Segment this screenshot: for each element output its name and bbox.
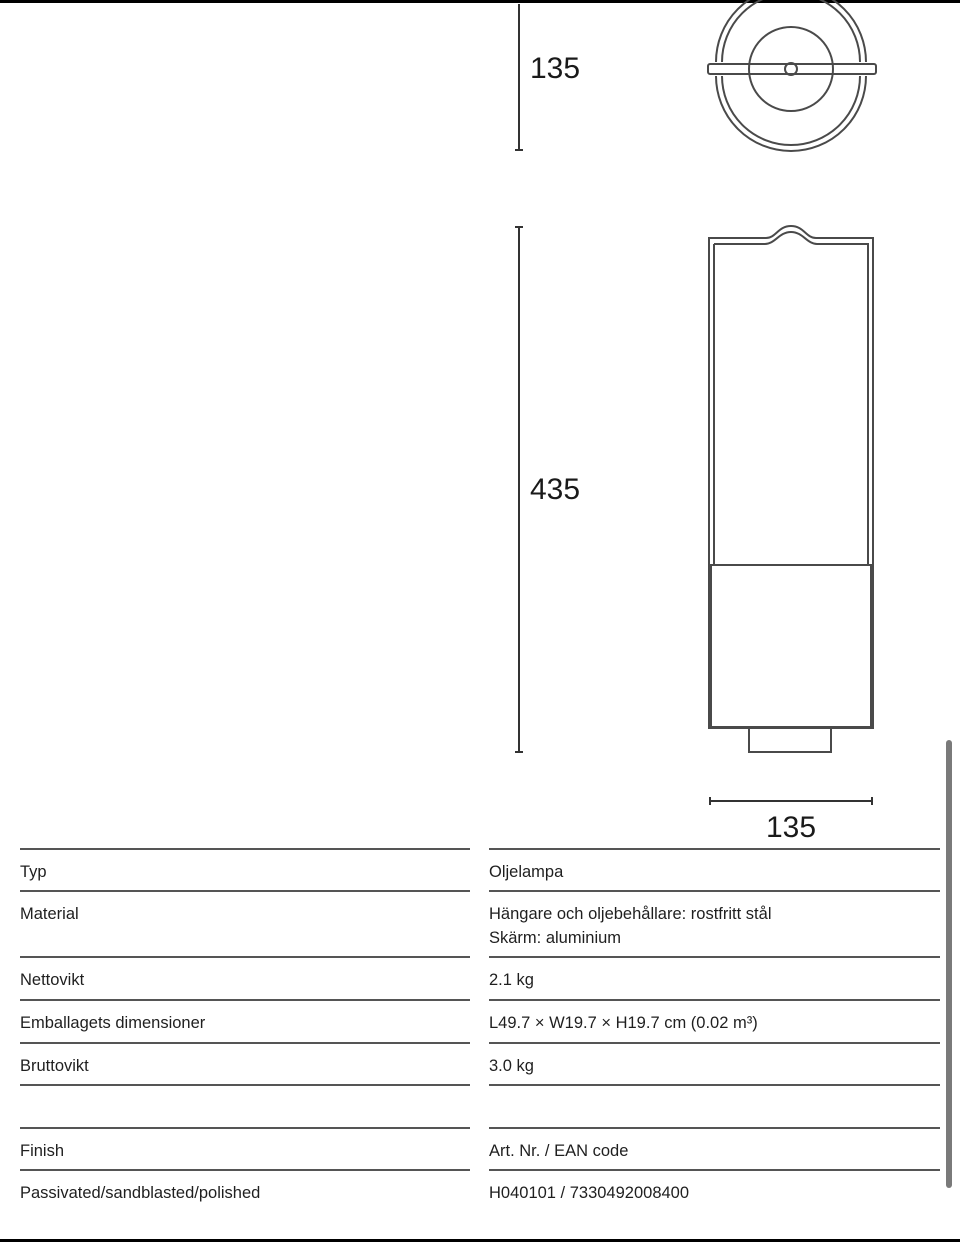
spec-label: Typ	[20, 848, 470, 890]
spec-value: Oljelampa	[489, 848, 940, 890]
spec-value: Art. Nr. / EAN code	[489, 1127, 940, 1169]
spec-row-material	[20, 892, 940, 958]
side-view-height-label: 435	[530, 473, 581, 506]
spec-row-empty	[20, 1086, 940, 1129]
lamp-side-view	[709, 226, 873, 752]
spec-value: H040101 / 7330492008400	[489, 1169, 940, 1211]
spec-row-nettovikt	[20, 958, 940, 1001]
spec-label: Nettovikt	[20, 956, 470, 999]
spec-row-finish	[20, 1129, 940, 1171]
top-view-height-dimension	[515, 4, 523, 150]
side-view-height-dimension	[515, 227, 523, 752]
spec-value: L49.7 × W19.7 × H19.7 cm (0.02 m³)	[489, 999, 940, 1042]
spec-table	[20, 850, 940, 1213]
spec-label	[20, 1084, 470, 1127]
spec-label: Passivated/sandblasted/polished	[20, 1169, 470, 1211]
spec-row-emballagets-dimensioner	[20, 1001, 940, 1044]
width-dimension	[710, 797, 872, 805]
spec-label: Emballagets dimensioner	[20, 999, 470, 1042]
spec-row-finish-value	[20, 1171, 940, 1213]
spec-label: Finish	[20, 1127, 470, 1169]
spec-value-line: Skärm: aluminium	[489, 929, 622, 947]
spec-value: 3.0 kg	[489, 1042, 940, 1084]
spec-label: Bruttovikt	[20, 1042, 470, 1084]
spec-row-bruttovikt	[20, 1044, 940, 1086]
scrollbar[interactable]	[946, 740, 952, 1188]
lamp-top-view	[708, 0, 876, 151]
spec-label: Material	[20, 890, 470, 956]
spec-value	[489, 1084, 940, 1127]
width-label: 135	[765, 811, 817, 844]
spec-value: 2.1 kg	[489, 956, 940, 999]
top-view-height-label: 135	[530, 52, 581, 85]
spec-row-typ	[20, 850, 940, 892]
spec-value	[489, 890, 940, 956]
spec-value-line: Hängare och oljebehållare: rostfritt stål	[489, 905, 772, 923]
